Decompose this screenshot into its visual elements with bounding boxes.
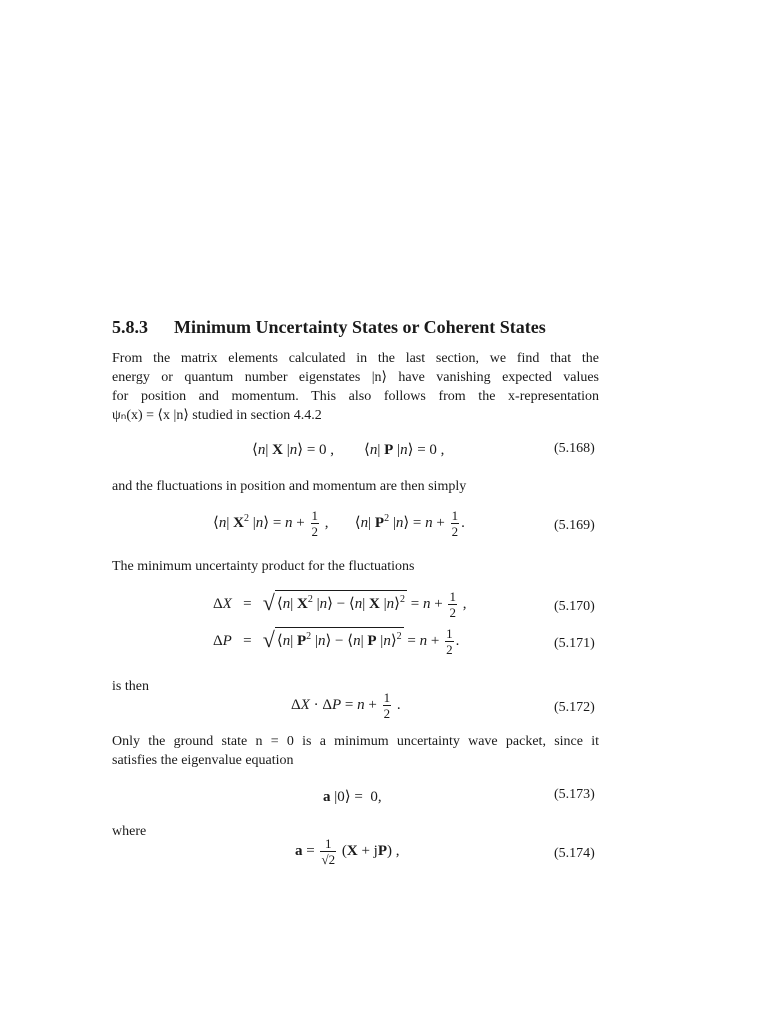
equation-number: (5.174): [554, 846, 595, 861]
equation-5-170: ΔX = √ ⟨n| $X^2$ |n⟩ − ⟨n| X |n⟩$^2$ = n + $\frac{1}{2}$ ,: [213, 589, 467, 620]
equation-number: (5.170): [554, 599, 595, 614]
paragraph-line: Only the ground state n = 0 is a minimum uncertainty wave packet, since it: [112, 734, 599, 749]
paragraph-minimum-product: [112, 557, 599, 576]
paragraph-line: energy or quantum number eigenstates |n⟩ have vanishing expected values: [112, 370, 599, 385]
paragraph-line: for position and momentum. This also follows from the x-representation: [112, 389, 599, 404]
paragraph-line: ψₙ(x) = ⟨x |n⟩ studied in section 4.4.2: [112, 408, 322, 423]
section-number: 5.8.3: [112, 317, 148, 337]
paragraph-line: where: [112, 824, 147, 839]
section-title: Minimum Uncertainty States or Coherent States: [174, 317, 546, 337]
equation-5-172: ΔX · ΔP = n + $\frac{1}{2}$ .: [291, 690, 401, 721]
section-heading: [112, 317, 546, 338]
paragraph-line: From the matrix elements calculated in the last section, we find that the: [112, 351, 599, 366]
paragraph-line: satisfies the eigenvalue equation: [112, 753, 294, 768]
paragraph-intro: [112, 349, 599, 425]
paragraph-ground-state: [112, 732, 599, 770]
paragraph-line: The minimum uncertainty product for the fluctuations: [112, 559, 415, 574]
equation-number: (5.168): [554, 441, 595, 456]
equation-number: (5.172): [554, 700, 595, 715]
equation-5-171: ΔP = √ ⟨n| $P^2$ |n⟩ − ⟨n| P |n⟩$^2$ = n + $\frac{1}{2}$ .: [213, 626, 460, 657]
equation-5-168: ⟨n| X |n⟩ = 0 , ⟨n| P |n⟩ = 0 ,: [252, 442, 445, 458]
paragraph-fluctuations: [112, 477, 599, 496]
equation-5-173: a |0⟩ = 0,: [323, 789, 382, 805]
paragraph-line: is then: [112, 679, 149, 694]
equation-5-174: a = $\frac{1}{√2}$ (X + jP) ,: [295, 836, 400, 867]
equation-5-169: ⟨n| $X^2$ |n⟩ = n + $\frac{1}{2}$ , ⟨n| $P^2$ |n⟩ = n + $\frac{1}{2}$ .: [213, 508, 465, 539]
equation-number: (5.169): [554, 518, 595, 533]
equation-number: (5.171): [554, 636, 595, 651]
equation-number: (5.173): [554, 787, 595, 802]
paragraph-line: and the fluctuations in position and momentum are then simply: [112, 479, 467, 494]
